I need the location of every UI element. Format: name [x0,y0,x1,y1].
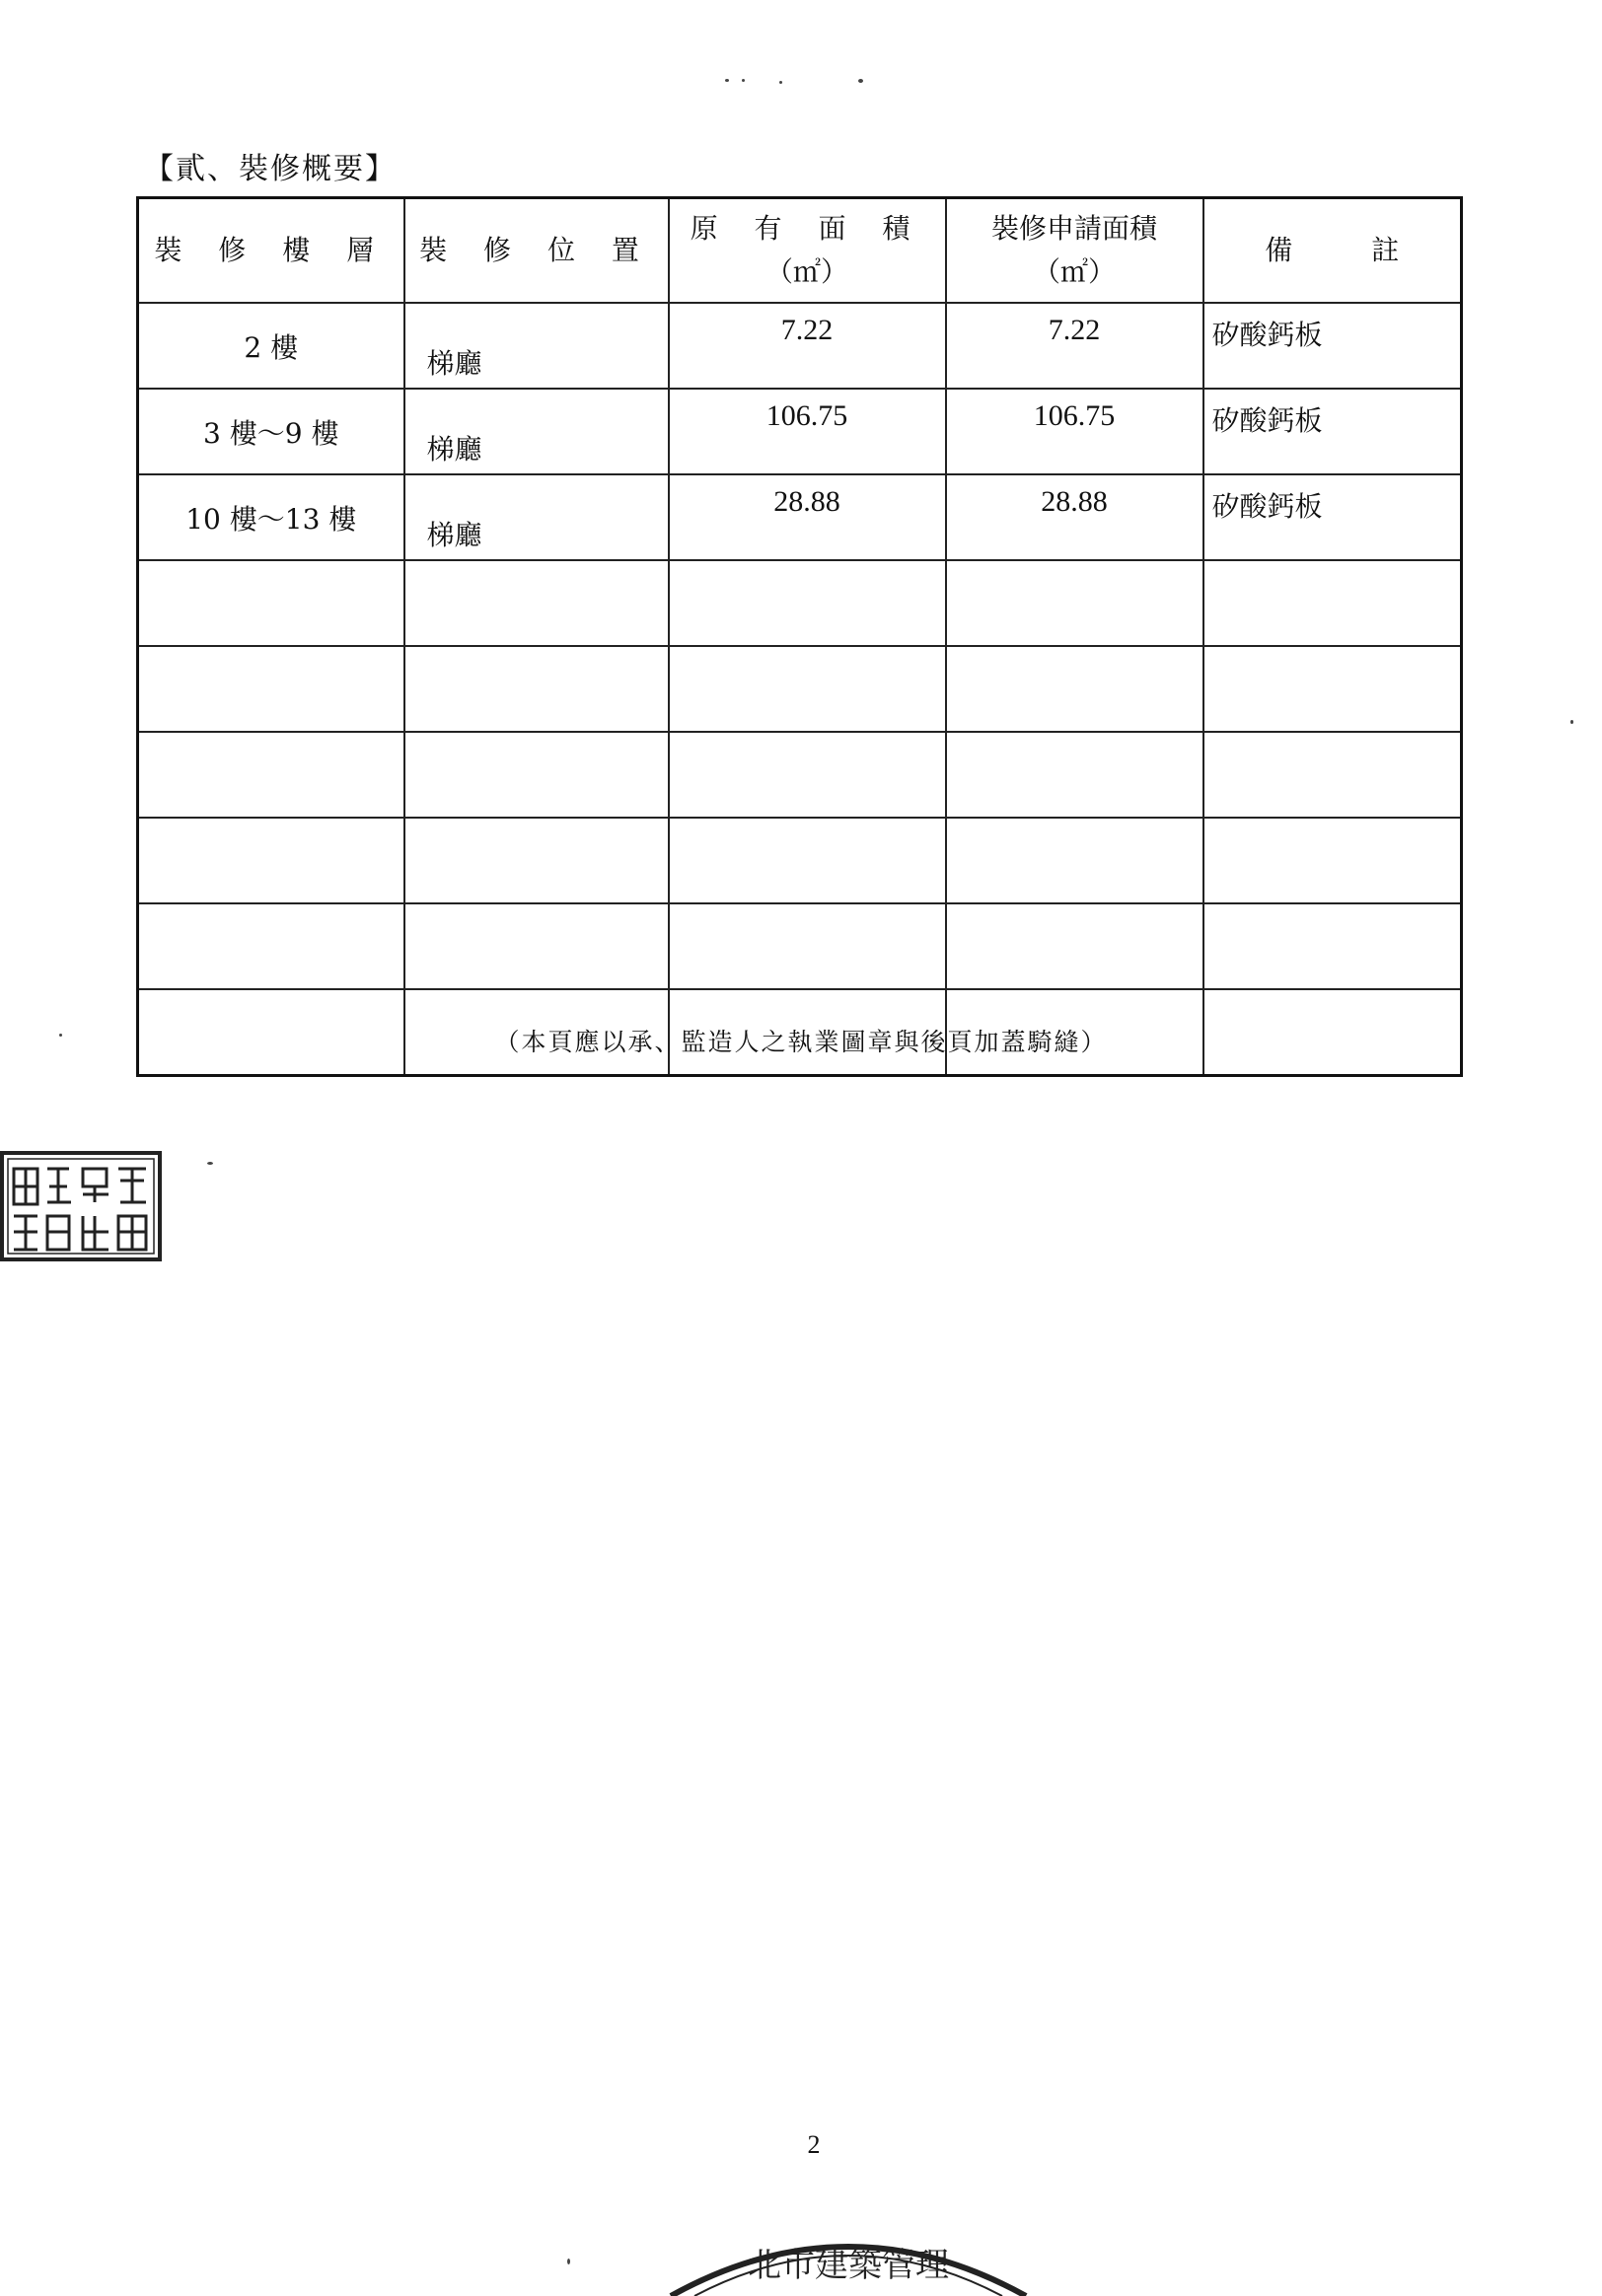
header-remark-b: 註 [1371,234,1400,266]
cell-floor [138,818,404,903]
cell-floor: 3 樓～9 樓 [138,389,404,474]
renovation-summary-table [136,196,1463,1077]
cell-location: 梯廳 [404,303,669,389]
cell-floor: 2 樓 [138,303,404,389]
cell-applied-area [946,732,1203,818]
cell-remark [1203,646,1462,732]
cell-location [404,560,669,646]
table-header-row [138,198,1462,304]
footnote: （本頁應以承、監造人之執業圖章與後頁加蓋騎縫） [494,1028,1108,1056]
cell-original-area [669,646,946,732]
table-row [138,903,1462,989]
cell-original-area: 106.75 [669,389,946,474]
header-applied-area-label: 裝修申請面積 [990,212,1157,245]
cell-original-area [669,560,946,646]
cell-location: 梯廳 [404,389,669,474]
header-applied-area [946,198,1203,304]
cell-original-area: 28.88 [669,474,946,560]
architect-seal-stamp [0,1147,164,1265]
table-row [138,732,1462,818]
cell-original-area: 7.22 [669,303,946,389]
cell-remark: 矽酸鈣板 [1203,303,1462,389]
cell-floor [138,903,404,989]
cell-original-area [669,732,946,818]
cell-location [404,732,669,818]
cell-original-area [669,818,946,903]
table-row [138,389,1462,474]
cell-remark: 矽酸鈣板 [1203,389,1462,474]
cell-location [404,818,669,903]
header-remark [1203,198,1462,304]
building-office-seal-stamp [651,2207,1046,2296]
cell-remark: 矽酸鈣板 [1203,474,1462,560]
cell-remark [1203,732,1462,818]
cell-remark [1203,903,1462,989]
cell-floor: 10 樓～13 樓 [138,474,404,560]
table-row [138,646,1462,732]
cell-floor [138,646,404,732]
cell-applied-area: 7.22 [946,303,1203,389]
header-original-area-unit: （㎡） [765,255,848,288]
header-original-area [669,198,946,304]
cell-remark [1203,560,1462,646]
header-location: 裝 修 位 置 [404,198,669,304]
header-remark-a: 備 [1265,234,1293,266]
cell-floor [138,560,404,646]
header-applied-area-unit: （㎡） [1032,255,1116,288]
header-floor: 裝 修 樓 層 [138,198,404,304]
page-number: 2 [807,2130,821,2159]
cell-applied-area [946,560,1203,646]
seal-bottom-text: 北市建築管理 [748,2246,949,2285]
cell-location [404,646,669,732]
table-row [138,818,1462,903]
cell-location [404,903,669,989]
cell-remark [1203,818,1462,903]
cell-applied-area [946,646,1203,732]
cell-floor [138,732,404,818]
table-row [138,560,1462,646]
cell-applied-area: 28.88 [946,474,1203,560]
cell-location: 梯廳 [404,474,669,560]
table-row [138,303,1462,389]
header-original-area-label: 原 有 面 積 [690,212,924,245]
cell-applied-area [946,903,1203,989]
table-row [138,474,1462,560]
table-body [138,303,1462,1076]
cell-applied-area: 106.75 [946,389,1203,474]
section-title: 【貳、裝修概要】 [144,152,397,186]
cell-applied-area [946,818,1203,903]
cell-original-area [669,903,946,989]
